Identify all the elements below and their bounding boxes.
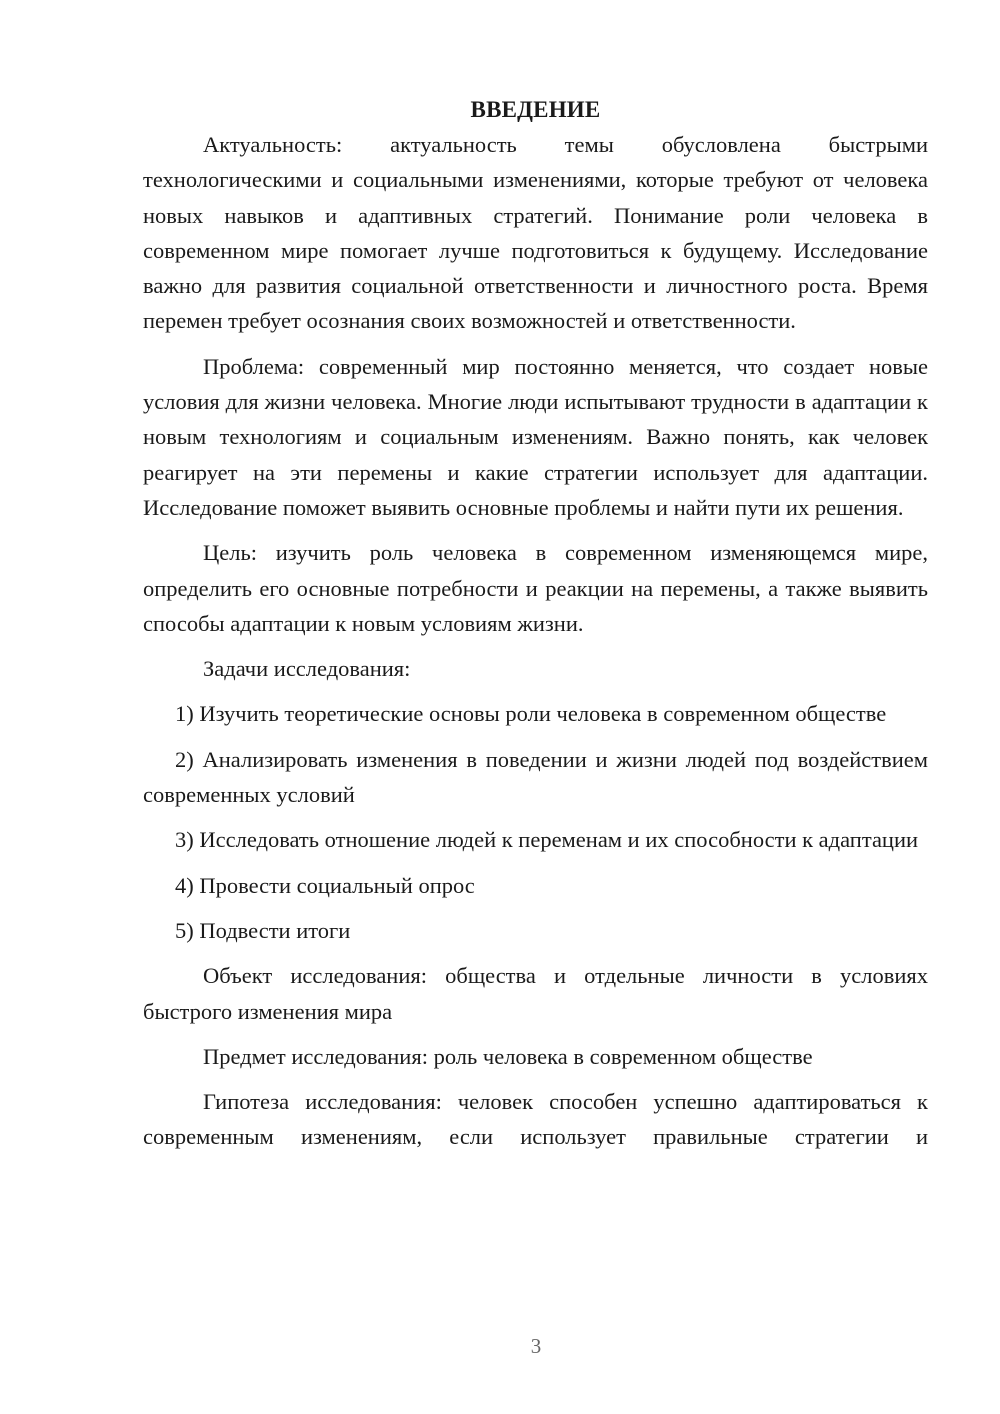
section-title: ВВЕДЕНИЕ [470,97,601,122]
page-content [143,92,928,1155]
hypothesis-paragraph: Гипотеза исследования: человек способен успешно адаптироваться к современным изменениям, если использует правильные стратегии и [143,1089,928,1150]
subject-paragraph: Предмет исследования: роль человека в современном обществе [203,1043,813,1069]
problem-paragraph: Проблема: современный мир постоянно меняется, что создает новые условия для жизни человека. Многие люди испытывают трудности в адаптации к новым технологиям и социальным изменениям. Важно понять, как человек реагирует на эти перемены и какие стратегии использует для адаптации. Исследование поможет выявить основные проблемы и найти пути их решения. [143,353,928,520]
task-item: 3) Исследовать отношение людей к переменам и их способности к адаптации [175,827,919,853]
relevance-paragraph: Актуальность: актуальность темы обусловлена быстрыми технологическими и социальными изменениями, которые требуют от человека новых навыков и адаптивных стратегий. Понимание роли человека в современном мире помогает лучше подготовиться к будущему. Исследование важно для развития социальной ответственности и личностного роста. Время перемен требует осознания своих возможностей и ответственности. [143,132,928,334]
tasks-list [143,696,928,948]
task-item: 4) Провести социальный опрос [175,872,475,898]
task-item: 5) Подвести итоги [175,917,351,943]
page-number: 3 [530,1334,542,1358]
task-item: 2) Анализировать изменения в поведении и жизни людей под воздействием современных условий [143,746,928,808]
tasks-heading: Задачи исследования: [203,656,411,682]
task-item: 1) Изучить теоретические основы роли человека в современном обществе [175,701,887,727]
goal-paragraph: Цель: изучить роль человека в современном изменяющемся мире, определить его основные потребности и реакции на перемены, а также выявить способы адаптации к новым условиям жизни. [143,540,928,636]
object-paragraph: Объект исследования: общества и отдельные личности в условиях быстрого изменения мира [143,963,928,1024]
